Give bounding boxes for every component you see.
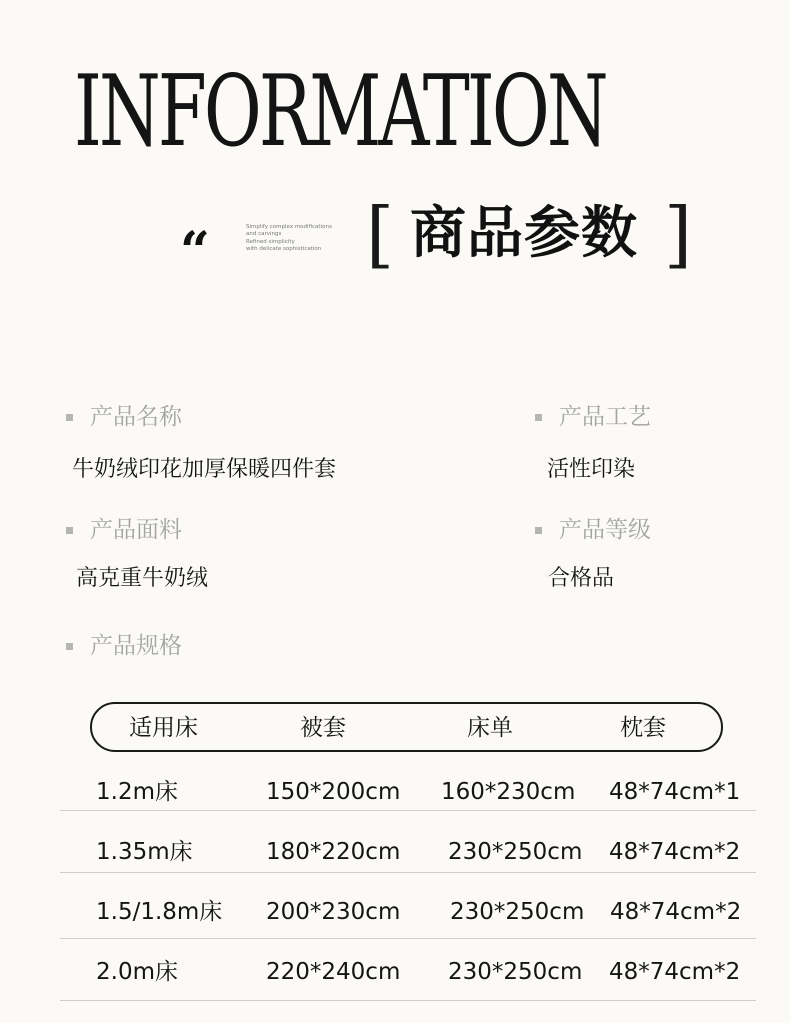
row-divider	[60, 938, 756, 939]
label-text: 产品等级	[559, 517, 651, 543]
cell-pillowcase: 48*74cm*2	[609, 959, 741, 985]
cell-duvet-cover: 200*230cm	[266, 899, 401, 925]
quote-line: Refined simplicity	[246, 238, 295, 245]
cell-bed-size: 1.35m床	[96, 839, 193, 865]
label-text: 产品名称	[90, 404, 182, 430]
row-divider	[60, 872, 756, 873]
left-bracket: [	[366, 192, 395, 276]
quote-line: and carvings	[246, 231, 282, 238]
label-text: 产品面料	[90, 517, 182, 543]
cell-pillowcase: 48*74cm*2	[609, 839, 741, 865]
quote-mark-icon: “	[180, 221, 210, 282]
table-row	[60, 822, 756, 882]
cell-bed-sheet: 230*250cm	[448, 839, 583, 865]
cell-pillowcase: 48*74cm*2	[610, 899, 742, 925]
quote-text	[246, 224, 366, 254]
row-divider	[60, 810, 756, 811]
product-spec-label	[66, 632, 182, 660]
information-heading: INFORMATION	[74, 55, 606, 169]
cell-duvet-cover: 220*240cm	[266, 959, 401, 985]
quote-line: with delicate sophistication	[246, 246, 322, 253]
product-grade-label	[535, 516, 651, 544]
table-row	[60, 942, 756, 1002]
product-name-label	[66, 403, 182, 431]
product-material-value: 高克重牛奶绒	[76, 566, 209, 591]
product-craft-value: 活性印染	[547, 457, 636, 482]
header-bed-size: 适用床	[129, 715, 198, 741]
right-bracket: ]	[664, 192, 693, 276]
cell-duvet-cover: 150*200cm	[266, 779, 401, 805]
cell-duvet-cover: 180*220cm	[266, 839, 401, 865]
spec-table-header	[90, 702, 723, 752]
cell-bed-sheet: 230*250cm	[448, 959, 583, 985]
bullet-square-icon	[535, 414, 542, 421]
header-duvet-cover: 被套	[300, 715, 346, 741]
row-divider	[60, 1000, 756, 1001]
header-pillowcase: 枕套	[620, 715, 666, 741]
table-row	[60, 882, 756, 942]
product-name-value: 牛奶绒印花加厚保暖四件套	[72, 457, 337, 482]
cell-pillowcase: 48*74cm*1	[609, 779, 741, 805]
label-text: 产品工艺	[559, 404, 651, 430]
bullet-square-icon	[66, 643, 73, 650]
quote-line: Simplify complex modifications	[246, 224, 332, 230]
bullet-square-icon	[66, 527, 73, 534]
cell-bed-sheet: 230*250cm	[450, 899, 585, 925]
product-craft-label	[535, 403, 651, 431]
header-bed-sheet: 床单	[467, 715, 513, 741]
section-title: 商品参数	[410, 201, 638, 266]
product-grade-value: 合格品	[548, 566, 615, 591]
label-text: 产品规格	[90, 633, 182, 659]
product-material-label	[66, 516, 182, 544]
cell-bed-size: 2.0m床	[96, 959, 178, 985]
cell-bed-sheet: 160*230cm	[441, 779, 576, 805]
cell-bed-size: 1.5/1.8m床	[96, 899, 223, 925]
cell-bed-size: 1.2m床	[96, 779, 178, 805]
table-row	[60, 762, 756, 822]
bullet-square-icon	[535, 527, 542, 534]
bullet-square-icon	[66, 414, 73, 421]
